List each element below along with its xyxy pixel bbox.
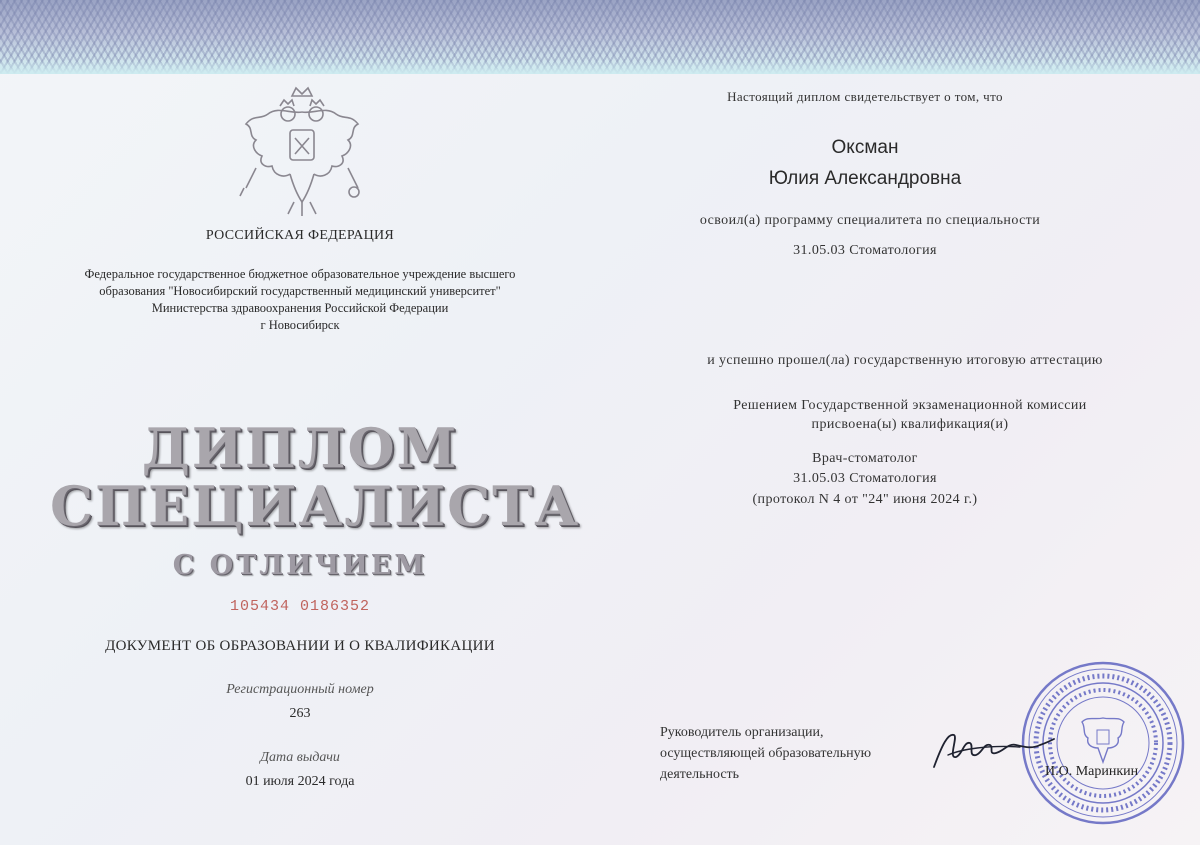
head-label-line: деятельность [660,767,740,782]
institution-line: Министерства здравоохранения Российской Федерации [151,301,449,315]
attestation-line: и успешно прошел(ла) государственную итоговую аттестацию [707,353,1103,368]
issue-date: 01 июля 2024 года [245,774,355,789]
qualification: Врач-стоматолог [812,451,918,466]
head-label-line: осуществляющей образовательную [660,746,872,761]
guilloche-header-band [0,0,1200,74]
registration-number: 263 [289,706,311,721]
graduate-given-names: Юлия Александровна [768,168,962,189]
decision-line-2: присвоена(ы) квалификация(и) [811,417,1009,432]
diploma-title-line2: СПЕЦИАЛИСТА [50,474,581,538]
institution-line: Федеральное государственное бюджетное образовательное учреждение высшего [84,267,516,281]
head-of-organization-label [660,722,960,785]
institution-line: г Новосибирск [260,318,340,332]
issue-date-label: Дата выдачи [260,750,340,765]
double-headed-eagle-emblem [232,84,372,224]
program-specialty: 31.05.03 Стоматология [793,243,937,258]
signer-name: И.О. Маринкин [1045,764,1139,779]
document-type: ДОКУМЕНТ ОБ ОБРАЗОВАНИИ И О КВАЛИФИКАЦИИ [105,638,495,654]
protocol-reference: (протокол N 4 от "24" июня 2024 г.) [752,492,978,507]
certifies-line: Настоящий диплом свидетельствует о том, что [727,89,1003,104]
diploma-title-line1: ДИПЛОМ [141,416,459,480]
head-label-line: Руководитель организации, [660,725,824,740]
institution-block [40,266,560,334]
registration-label: Регистрационный номер [226,682,374,697]
handwritten-signature [928,715,1058,775]
graduate-surname: Оксман [831,137,899,158]
country-name: РОССИЙСКАЯ ФЕДЕРАЦИЯ [205,228,395,243]
qualification-program: 31.05.03 Стоматология [793,471,937,486]
program-line: освоил(а) программу специалитета по специальности [699,213,1041,228]
institution-line: образования "Новосибирский государственный медицинский университет" [99,284,501,298]
diploma-title-honors: С ОТЛИЧИЕМ [172,550,428,581]
decision-line-1: Решением Государственной экзаменационной комиссии [733,398,1087,413]
serial-number: 105434 0186352 [229,598,371,615]
